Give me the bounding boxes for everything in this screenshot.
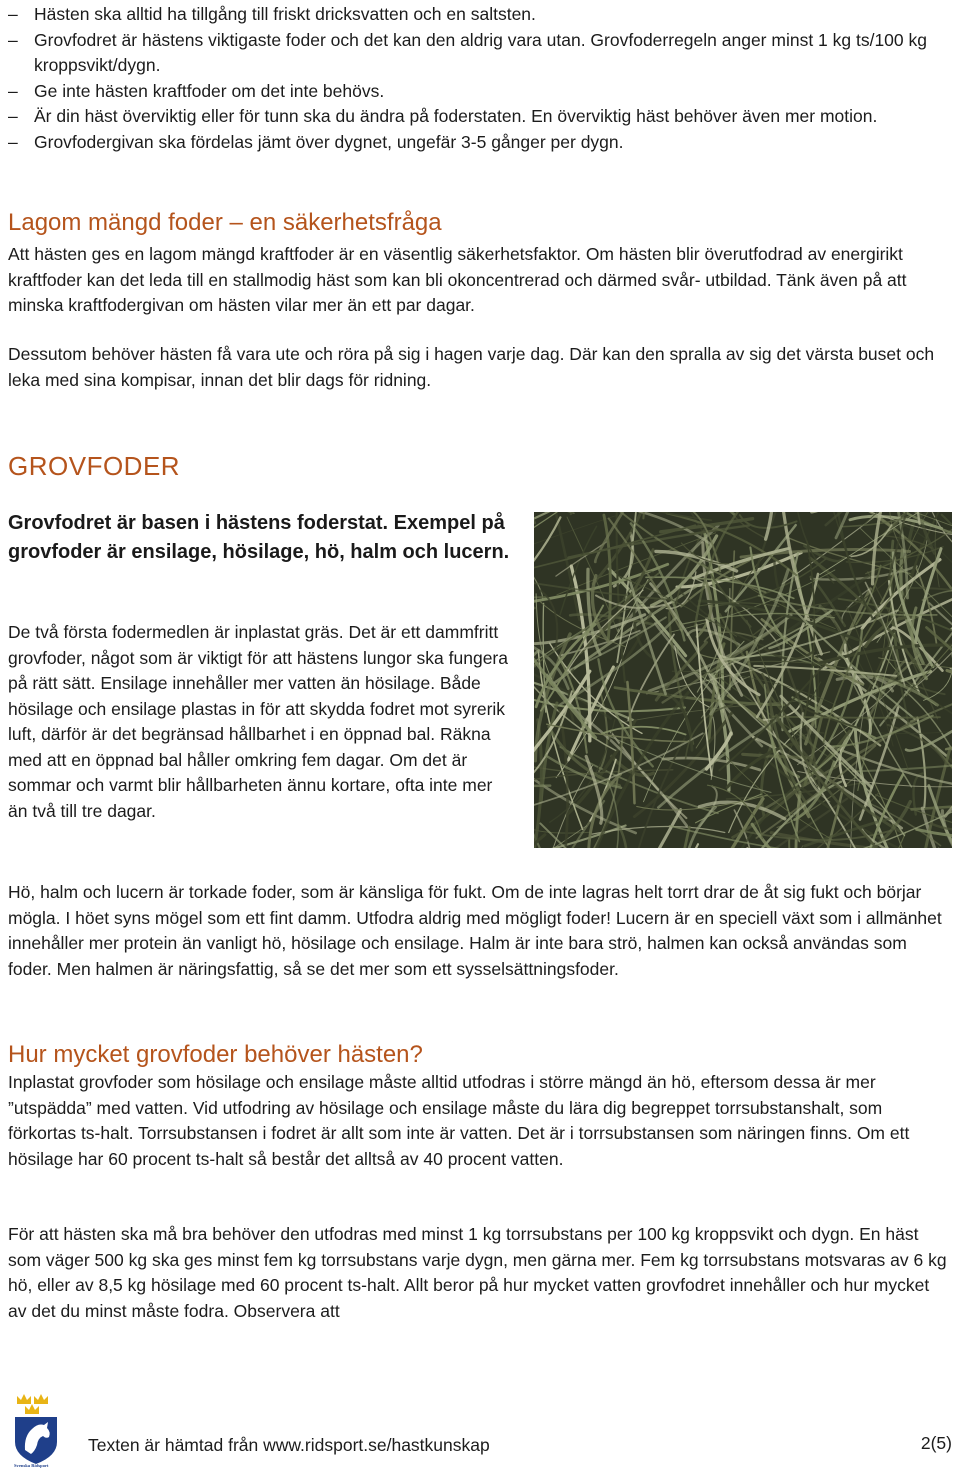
section-heading-grovfoder: GROVFODER xyxy=(8,451,181,481)
bullet-text: Är din häst överviktig eller för tunn ska du ändra på foderstaten. En överviktig häst behöver även mer motion. xyxy=(34,106,878,126)
bullet-marker: – xyxy=(8,4,18,24)
bullet-marker: – xyxy=(8,131,18,152)
paragraph-daily-need: För att hästen ska må bra behöver den utfodras med minst 1 kg torrsubstans per 100 kg kroppsvikt och dygn. En häst som väger 500 kg ska ges minst fem kg torrsubstans varje dygn, men gärna mer. Fem kg torrsubstans motsvaras av 6 kg hö, eller av 8,5 kg hösilage med 60 procent ts-halt. Allt beror på hur mycket vatten grovfodret innehåller och hur mycket av det du minst måste fodra. Observera att xyxy=(8,1224,947,1321)
paragraph-hay: Hö, halm och lucern är torkade foder, som är känsliga för fukt. Om de inte lagras helt torrt drar de åt sig fukt och börjar mögla. I höet syns mögel som ett fint damm. Utfodra aldrig med mögligt foder! Lucern är en speciell växt som i allmänhet innehåller mer protein än vanligt hö, hösilage och ensilage. Halm är inte bara strö, halmen kan också användas som foder. Men halmen är näringsfattig, så se det mer som ett sysselsättningsfoder. xyxy=(8,882,942,979)
bullet-text: Grovfodret är hästens viktigaste foder och det kan den aldrig vara utan. Grovfoderregeln anger minst 1 kg ts/100 kg kroppsvikt/dygn. xyxy=(34,29,927,75)
bullet-text: Ge inte hästen kraftfoder om det inte behövs. xyxy=(34,80,385,101)
paragraph-dry-matter: Inplastat grovfoder som hösilage och ensilage måste alltid utfodras i större mängd än hö, eftersom dessa är mer ”utspädda” med vatten. Vid utfodring av hösilage och ensilage måste du lära dig begreppet torrsubstanshalt, som förkortas ts-halt. Torrsubstansen i fodret är allt som inte är vatten. Det är i torrsubstansen som näringen finns. Om ett hösilage har 60 procent ts-halt så består det alltså av 40 procent vatten. xyxy=(8,1072,910,1169)
page-number: 2(5) xyxy=(920,1433,952,1453)
section-heading-lagom: Lagom mängd foder – en säkerhetsfråga xyxy=(8,209,442,236)
paragraph-safety: Att hästen ges en lagom mängd kraftfoder är en väsentlig säkerhetsfaktor. Om hästen blir överutfodrad av energirikt kraftfoder kan det leda till en stallmodig häst som kan bli okoncentrerad och därmed svår- utbildad. Tänk även på att minska kraftfodergivan om hästen vilar mer än ett par dagar. xyxy=(8,244,907,315)
crown-icon xyxy=(17,1394,48,1414)
lead-paragraph: Grovfodret är basen i hästens foderstat. Exempel på grovfoder är ensilage, hösilage, hö, halm och lucern. xyxy=(8,512,510,563)
bullet-list xyxy=(8,2,952,155)
bullet-item xyxy=(8,2,952,28)
footer-source: Texten är hämtad från www.ridsport.se/hastkunskap xyxy=(88,1435,490,1455)
bullet-item xyxy=(8,104,952,130)
bullet-item xyxy=(8,28,952,79)
section-heading-amount: Hur mycket grovfoder behöver hästen? xyxy=(8,1041,423,1068)
paragraph-pasture: Dessutom behöver hästen få vara ute och röra på sig i hagen varje dag. Där kan den spralla av sig det värsta buset och leka med sina kompisar, innan det blir dags för ridning. xyxy=(8,344,935,390)
svenska-ridsport-logo xyxy=(10,1390,76,1468)
bullet-text: Grovfodergivan ska fördelas jämt över dygnet, ungefär 3-5 gånger per dygn. xyxy=(34,131,624,152)
hay-photo xyxy=(534,512,952,848)
bullet-marker: – xyxy=(8,29,18,50)
bullet-text: Hästen ska alltid ha tillgång till friskt dricksvatten och en saltsten. xyxy=(34,4,536,24)
bullet-marker: – xyxy=(8,106,18,126)
bullet-item xyxy=(8,79,952,105)
paragraph-silage: De två första fodermedlen är inplastat gräs. Det är ett dammfritt grovfoder, något som är viktigt för att hästens lungor ska fungera på rätt sätt. Ensilage innehåller mer vatten än hösilage. Både hösilage och ensilage plastas in för att skydda fodret mot syrerik luft, därför är det begränsad hållbarhet i en öppnad bal. Räkna med att en öppnad bal håller omkring fem dagar. Om det är sommar och varmt blir hållbarheten ännu kortare, ofta inte mer än två till tre dagar. xyxy=(8,622,508,821)
bullet-marker: – xyxy=(8,80,18,101)
bullet-item xyxy=(8,130,952,156)
logo-wordmark: Svenska Ridsport xyxy=(14,1463,49,1468)
